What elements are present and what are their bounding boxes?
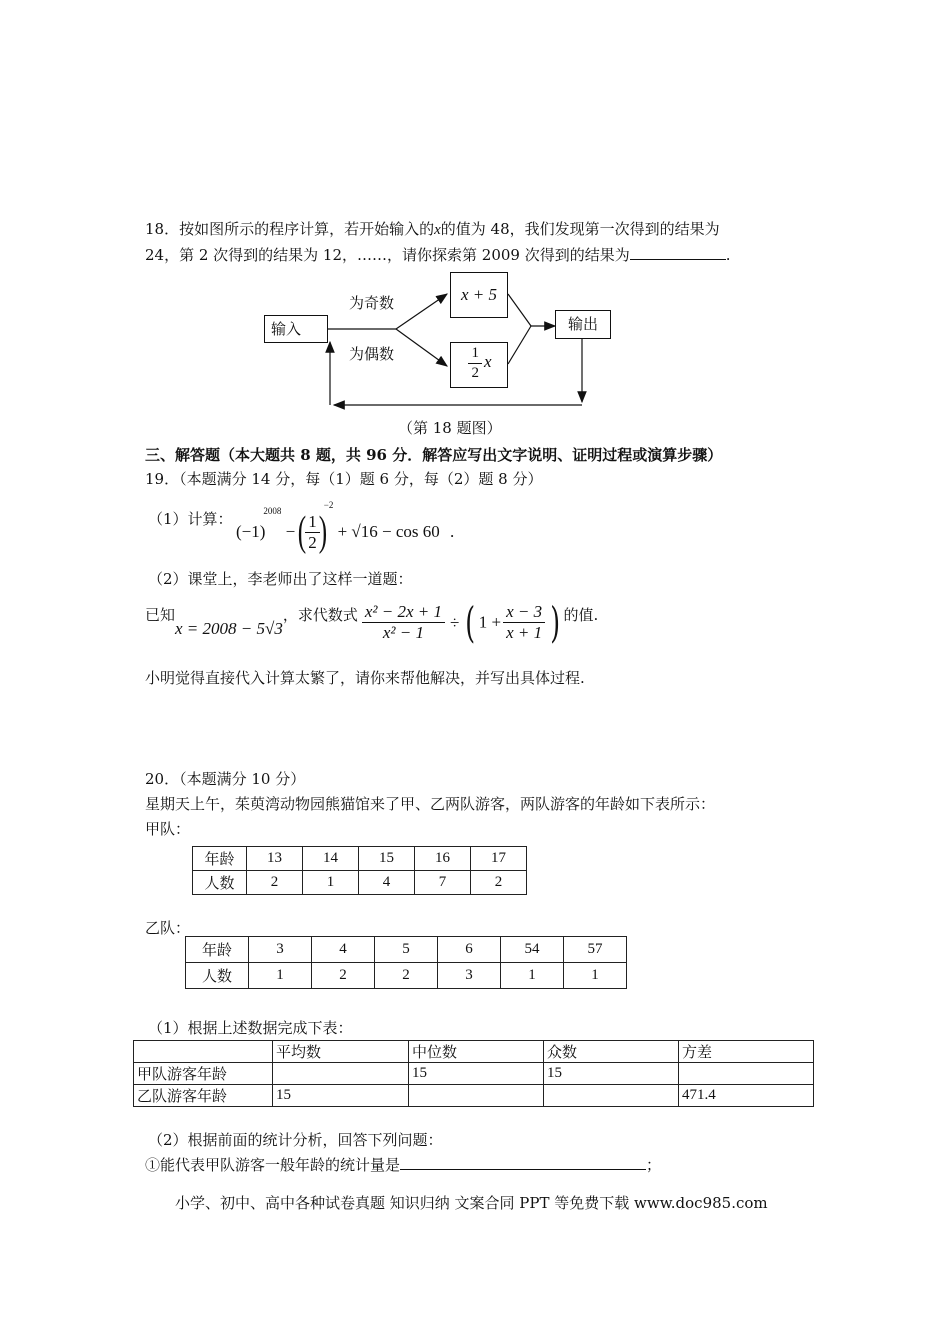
team-a-age-row: 年龄 13 14 15 16 17 <box>193 847 527 871</box>
arrow-even <box>396 329 447 366</box>
input-box: 输入 <box>264 315 328 343</box>
page-footer: 小学、初中、高中各种试卷真题 知识归纳 文案合同 PPT 等免费下载 www.doc985.com <box>175 1194 768 1212</box>
q18-line1: 18．按如图所示的程序计算，若开始输入的x的值为 48，我们发现第一次得到的结果为 <box>145 220 720 238</box>
join-bottom <box>508 326 531 364</box>
q19-header: 19．（本题满分 14 分，每（1）题 6 分，每（2）题 8 分） <box>145 470 543 488</box>
q20-header: 20．（本题满分 10 分） <box>145 770 306 788</box>
q18-line2: 24，第 2 次得到的结果为 12，……，请你探索第 2009 次得到的结果为 . <box>145 246 731 264</box>
stats-header-row: 平均数 中位数 众数 方差 <box>134 1041 814 1063</box>
stats-row-team-b: 乙队游客年龄 15 471.4 <box>134 1085 814 1107</box>
arrow-odd <box>396 294 447 329</box>
odd-label: 为奇数 <box>349 294 395 312</box>
team-b-table <box>185 936 627 989</box>
box-half-x: $\frac{1}{2}$ x <box>450 342 508 388</box>
q19-xiaoming-line: 小明觉得直接代入计算太繁了，请你来帮他解决，并写出具体过程. <box>145 669 585 687</box>
stats-row-team-a: 甲队游客年龄 15 15 <box>134 1063 814 1085</box>
join-top <box>508 294 531 326</box>
team-b-label: 乙队： <box>145 919 191 937</box>
output-box: 输出 <box>555 310 611 339</box>
section-heading: 三、解答题（本大题共 8 题，共 96 分．解答应写出文字说明、证明过程或演算步骤） <box>145 446 723 464</box>
team-b-count-row: 人数 1 2 2 3 1 1 <box>186 963 627 989</box>
figure-caption: （第 18 题图） <box>398 419 502 437</box>
team-a-count-row: 人数 2 1 4 7 2 <box>193 871 527 895</box>
q20-part1-label: （1）根据上述数据完成下表： <box>148 1019 353 1037</box>
q19-part1-label: （1）计算： <box>148 510 233 528</box>
even-label: 为偶数 <box>349 345 395 363</box>
q20-part2-label: （2）根据前面的统计分析，回答下列问题： <box>148 1131 443 1149</box>
q20-question-a: ①能代表甲队游客一般年龄的统计量是 ； <box>145 1156 662 1174</box>
q19-part2-label: （2）课堂上，李老师出了这样一道题： <box>148 570 413 588</box>
q19-part1-expression: $(-1)^{2008}$ −( $\frac{1}{2}$ )$^{-2}$ + √16 − cos 60 . <box>236 500 455 556</box>
stats-table <box>133 1040 814 1107</box>
team-a-label: 甲队： <box>145 820 191 838</box>
team-a-table <box>192 846 527 895</box>
answer-blank <box>400 1155 646 1170</box>
q19-given-line: 已知x = 2008 − 5√3，求代数式 $\frac{\text{x² − 2x + 1}}{\text{x² − 1}}$ ÷ ( 1 + $\frac{x - 3}{x + 1}$ ) 的值. <box>145 598 599 647</box>
team-b-age-row: 年龄 3 4 5 6 54 57 <box>186 937 627 963</box>
q20-intro: 星期天上午，茱萸湾动物园熊猫馆来了甲、乙两队游客，两队游客的年龄如下表所示： <box>145 795 716 813</box>
box-x-plus-5: x + 5 <box>450 272 508 318</box>
